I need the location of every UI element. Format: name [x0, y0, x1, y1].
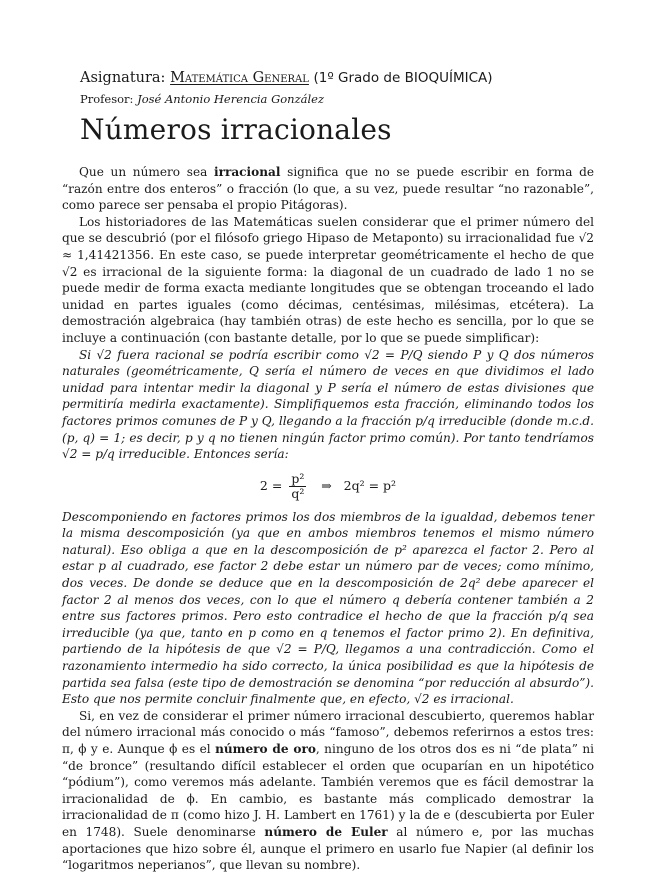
intro-text-a: Que un número sea [79, 165, 208, 179]
paragraph-history: Los historiadores de las Matemáticas suelen considerar que el primer número del que se descubrió (por el filósofo griego Hipaso de Metaponto) su irracionalidad fue √2 ≈ 1,41421356. En este caso, se puede interpretar geométricamente el hecho de que √2 es irracional de la siguiente forma: la diagonal de un cuadrado de lado 1 no se puede medir de forma exacta mediante longitudes que se obtengan troceando el lado unidad en partes iguales (como décimas, centésimas, milésimas, etcétera). La demostración algebraica (hay también otras) de este hecho es sencilla, por lo que se incluye a continuación (con bastante detalle, por lo que se puede simplificar): [62, 214, 594, 345]
implies-symbol: ⇒ [321, 477, 332, 493]
document-header [80, 68, 580, 106]
famous-text-c: , ninguno de los otros dos es ni “de plata” ni “de bronce” (resultando difícil establecer el orden que ocuparían en un hipotético “pódium”), como veremos más adelante. También veremos que es fácil demostrar la irracionalidad de ϕ. En cambio, es bastante más complicado demostrar la irracionalidad de π (como hizo J. H. Lambert en 1761) y la de e (descubierta por Euler en 1748). Suele denominarse [62, 742, 594, 839]
professor-line [80, 92, 580, 106]
fraction-numerator: p² [291, 470, 305, 486]
paragraph-intro [62, 164, 594, 214]
fraction-denominator: q² [291, 485, 305, 501]
term-numero-de-oro: número de oro [215, 742, 316, 756]
course-label: Asignatura: [80, 70, 166, 86]
document-body [62, 164, 594, 874]
equation-rhs: 2q² = p² [343, 477, 397, 493]
equation-lhs: 2 = [259, 477, 283, 493]
term-irracional: irracional [214, 165, 281, 179]
proof-part-1: Si √2 fuera racional se podría escribir como √2 = P/Q siendo P y Q dos números naturales (geométricamente, Q sería el número de veces en que dividimos el lado unidad para intentar medir la diagonal y P sería el número de estas divisiones que permitiría medirla exactamente). Simplifiquemos esta fracción, eliminando todos los factores primos comunes de P y Q, llegando a la fracción p/q irreducible (donde m.c.d.(p, q) = 1; es decir, p y q no tienen ningún factor primo común). Por tanto tendríamos √2 = p/q irreducible. Entonces sería: [62, 347, 594, 462]
degree-label: (1º Grado de BIOQUÍMICA) [313, 70, 493, 86]
equation [62, 463, 594, 509]
course-line [80, 68, 580, 88]
course-name: Matemática General [170, 70, 309, 86]
professor-label: Profesor: [80, 92, 134, 106]
famous-text-a: Si, en vez de considerar el primer número irracional descubierto, queremos hablar del número irracional más conocido o más “famoso”, debemos referirnos a estos tres: π, ϕ y e. Aunque ϕ es el [62, 708, 594, 756]
page-title: Números irracionales [80, 113, 392, 146]
intro-text-c: significa que no se puede escribir en forma de “razón entre dos enteros” o fracción (lo que, a su vez, puede resultar “no razonable”, como parece ser pensaba el propio Pitágoras). [62, 165, 594, 213]
paragraph-famous [62, 708, 594, 874]
professor-name: José Antonio Herencia González [137, 92, 325, 106]
equation-fraction [289, 472, 306, 501]
proof-part-2: Descomponiendo en factores primos los dos miembros de la igualdad, debemos tener la misma descomposición (ya que en ambos miembros tenemos el mismo número natural). Eso obliga a que en la descomposición de p² aparezca el factor 2. Pero al estar p al cuadrado, ese factor 2 debe estar un número par de veces; como mínimo, dos veces. De donde se deduce que en la descomposición de 2q² debe aparecer el factor 2 al menos dos veces, con lo que el número q debería contener también a 2 entre sus factores primos. Pero esto contradice el hecho de que la fracción p/q sea irreducible (ya que, tanto en p como en q tenemos el factor primo 2). En definitiva, partiendo de la hipótesis de que √2 = P/Q, llegamos a una contradicción. Como el razonamiento intermedio ha sido correcto, la única posibilidad es que la hipótesis de partida sea falsa (este tipo de demostración se denomina “por reducción al absurdo”). Esto que nos permite concluir finalmente que, en efecto, √2 es irracional. [62, 509, 594, 707]
term-numero-de-euler: número de Euler [264, 824, 388, 839]
famous-text-e: al número e, por las muchas aportaciones que hizo sobre él, aunque el primero en usarlo fue Napier (al definir los “logaritmos neperianos”, que llevan su nombre). [62, 824, 594, 873]
